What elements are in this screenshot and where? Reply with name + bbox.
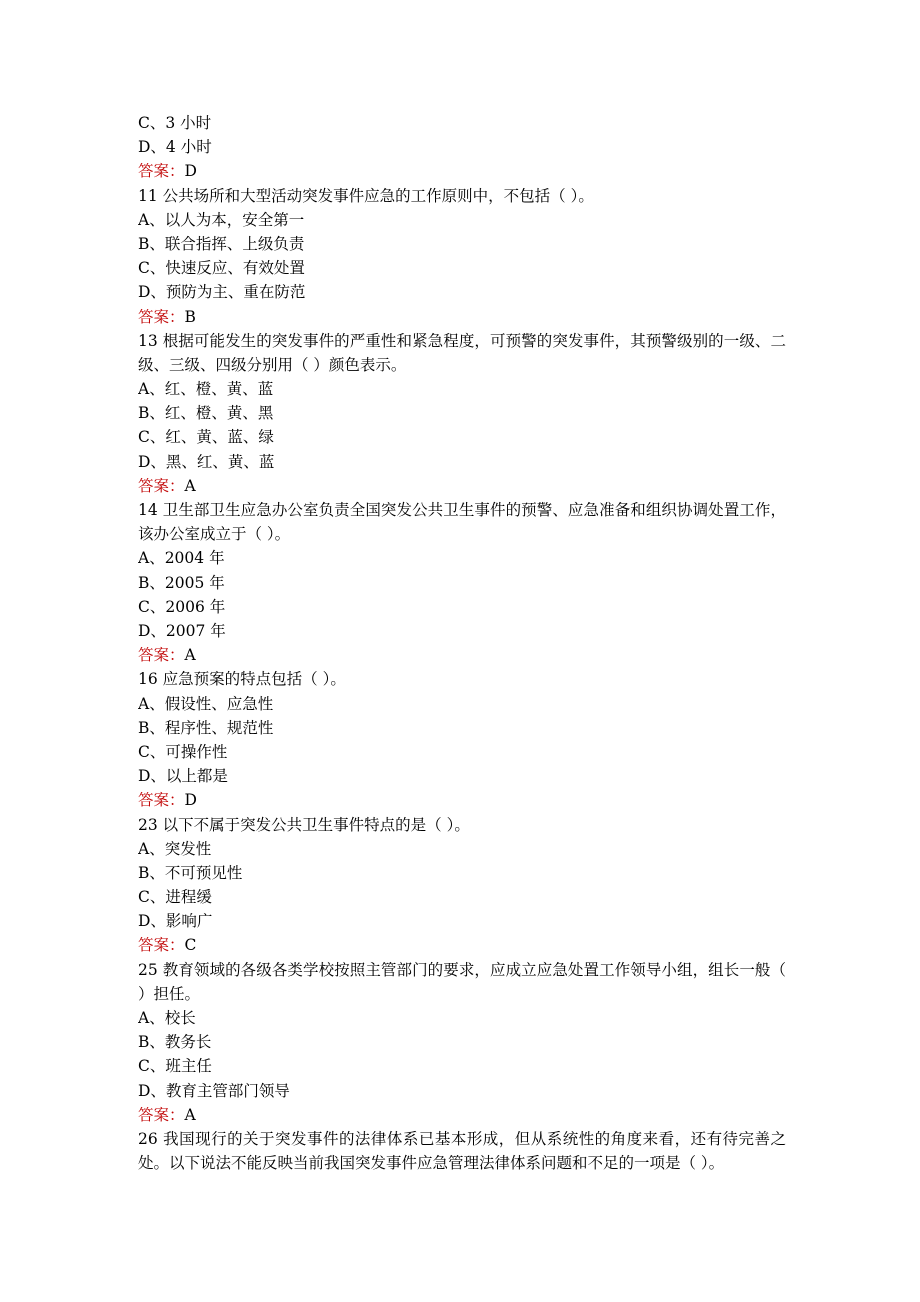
answer-value: C <box>184 936 197 955</box>
option-line: B、2005 年 <box>138 573 225 592</box>
question-stem: 13 根据可能发生的突发事件的严重性和紧急程度，可预警的突发事件，其预警级别的一级、二级、三级、四级分别用（ ）颜色表示。 <box>138 331 786 374</box>
option-line: A、校长 <box>138 1009 196 1028</box>
option-line: B、联合指挥、上级负责 <box>138 234 305 253</box>
option-line: D、4 小时 <box>138 138 212 157</box>
answer-label: 答案： <box>138 1105 185 1124</box>
option-line: C、可操作性 <box>138 742 228 761</box>
question-stem: 23 以下不属于突发公共卫生事件特点的是（ ）。 <box>138 815 470 834</box>
question-stem: 26 我国现行的关于突发事件的法律体系已基本形成，但从系统性的角度来看，还有待完善之处。以下说法不能反映当前我国突发事件应急管理法律体系问题和不足的一项是（ ）。 <box>138 1130 786 1173</box>
option-line: B、不可预见性 <box>138 863 243 882</box>
option-line: D、2007 年 <box>138 622 226 641</box>
option-line: C、2006 年 <box>138 597 226 616</box>
option-line: A、突发性 <box>138 839 212 858</box>
answer-label: 答案： <box>138 936 185 955</box>
question-stem: 11 公共场所和大型活动突发事件应急的工作原则中，不包括（ ）。 <box>138 186 594 205</box>
question-stem: 14 卫生部卫生应急办公室负责全国突发公共卫生事件的预警、应急准备和组织协调处置工作，该办公室成立于（ ）。 <box>138 501 786 544</box>
document-body <box>138 111 786 1175</box>
question-stem: 16 应急预案的特点包括（ ）。 <box>138 670 346 689</box>
option-line: C、班主任 <box>138 1057 212 1076</box>
option-line: A、假设性、应急性 <box>138 694 274 713</box>
option-line: D、黑、红、黄、蓝 <box>138 452 275 471</box>
option-line: B、教务长 <box>138 1033 212 1052</box>
answer-line <box>138 933 786 957</box>
answer-value: A <box>184 476 196 495</box>
answer-value: A <box>184 646 196 665</box>
option-line: A、红、橙、黄、蓝 <box>138 380 274 399</box>
option-line: D、教育主管部门领导 <box>138 1081 290 1100</box>
answer-value: A <box>184 1105 196 1124</box>
option-line: C、3 小时 <box>138 114 212 132</box>
question-stem: 25 教育领域的各级各类学校按照主管部门的要求，应成立应急处置工作领导小组，组长一般（ ）担任。 <box>138 960 786 1003</box>
option-line: A、以人为本，安全第一 <box>138 210 305 229</box>
option-line: A、2004 年 <box>138 549 225 568</box>
answer-label: 答案： <box>138 162 185 181</box>
answer-line <box>138 474 786 498</box>
option-line: C、快速反应、有效处置 <box>138 259 305 278</box>
answer-value: D <box>184 791 197 810</box>
option-line: C、进程缓 <box>138 888 212 907</box>
answer-line <box>138 788 786 812</box>
answer-value: D <box>184 162 197 181</box>
option-line: B、红、橙、黄、黑 <box>138 404 274 423</box>
answer-line <box>138 159 786 183</box>
answer-value: B <box>184 307 196 326</box>
option-line: C、红、黄、蓝、绿 <box>138 428 274 447</box>
option-line: D、预防为主、重在防范 <box>138 283 306 302</box>
option-line: D、影响广 <box>138 912 213 931</box>
answer-label: 答案： <box>138 307 185 326</box>
answer-line <box>138 305 786 329</box>
option-line: B、程序性、规范性 <box>138 718 274 737</box>
answer-label: 答案： <box>138 476 185 495</box>
answer-label: 答案： <box>138 646 185 665</box>
option-line: D、以上都是 <box>138 767 228 786</box>
answer-label: 答案： <box>138 791 185 810</box>
answer-line <box>138 1103 786 1127</box>
answer-line <box>138 643 786 667</box>
